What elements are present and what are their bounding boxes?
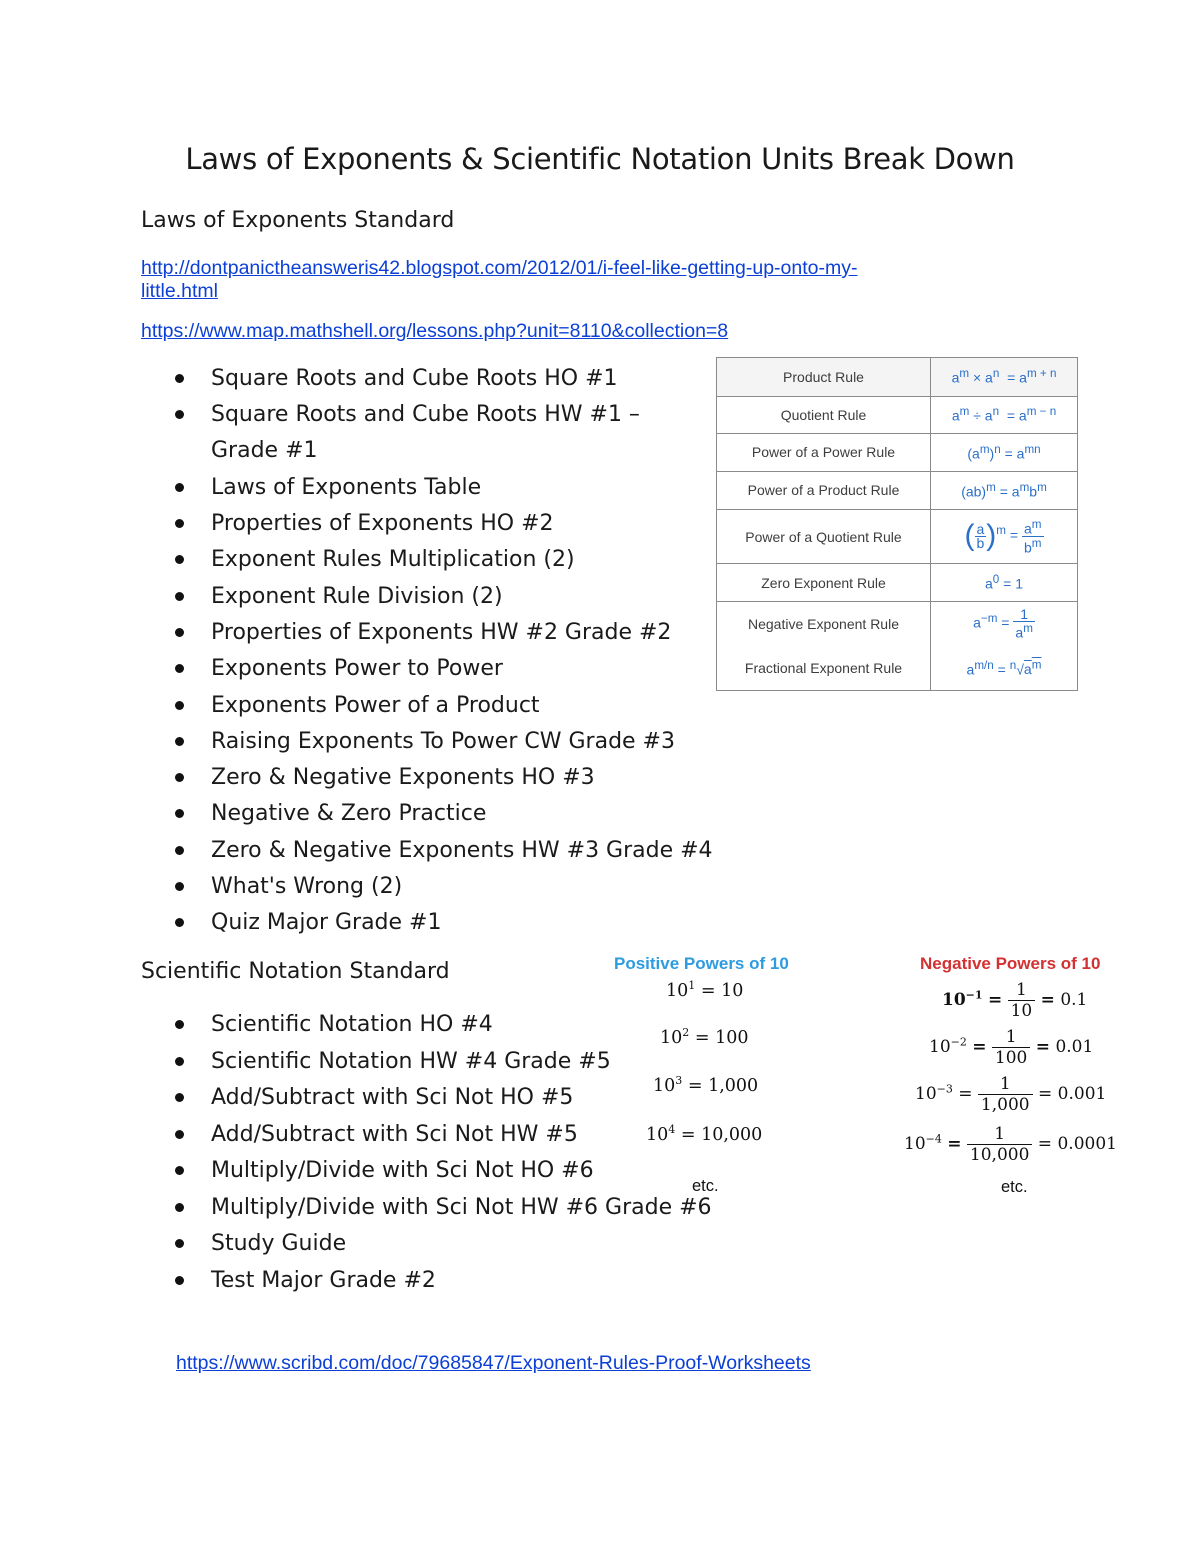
list-item: Multiply/Divide with Sci Not HW #6 Grade #6 [170,1190,712,1227]
bullet-icon [175,592,184,601]
blogspot-link-line1[interactable]: http://dontpanictheansweris42.blogspot.com/2012/01/i-feel-like-getting-up-onto-my- [141,257,858,279]
table-row [717,602,1077,646]
bullet-icon [175,1057,184,1066]
rule-formula: ( $\frac{a}{b}$ )$^m$ = $\frac{a^m}{b^m}$ [931,509,1078,563]
negative-power-eq: $10^{-1}$ = $\frac{1}{10}$ = 0.1 [942,980,1088,1021]
rule-formula: $a^m \times a^n = a^{m + n}$ [931,358,1078,396]
rule-name: Power of a Product Rule [717,471,931,509]
positive-etc: etc. [692,1177,719,1195]
negative-power-eq: $10^{-3}$ = $\frac{1}{1,000}$ = 0.001 [915,1074,1107,1115]
mathshell-link[interactable] [141,320,728,343]
table-row [717,471,1077,509]
bullet-icon [175,1203,184,1212]
rule-formula: $a^m \div a^n = a^{m - n}$ [931,396,1078,433]
list-item: Study Guide [170,1226,712,1263]
rule-name: Product Rule [717,358,931,396]
exponents-list [170,361,713,942]
list-item: Test Major Grade #2 [170,1263,712,1300]
bullet-icon [175,918,184,927]
scientific-list [170,1007,712,1299]
list-item: Zero & Negative Exponents HW #3 Grade #4 [170,833,713,869]
list-item: Raising Exponents To Power CW Grade #3 [170,724,713,760]
rule-name: Fractional Exponent Rule [717,646,931,690]
negative-etc: etc. [1001,1178,1028,1196]
positive-power-eq: $10^2 = 100$ [660,1026,749,1048]
bullet-icon [175,701,184,710]
list-item: Properties of Exponents HO #2 [170,506,713,542]
positive-power-eq: $10^1 = 10$ [666,979,744,1001]
list-item: Quiz Major Grade #1 [170,905,713,941]
bullet-icon [175,809,184,818]
bullet-icon [175,1130,184,1139]
mathshell-link-text[interactable]: https://www.map.mathshell.org/lessons.php?unit=8110&collection=8 [141,320,729,342]
bullet-icon [175,1239,184,1248]
bullet-icon [175,519,184,528]
list-item: Add/Subtract with Sci Not HO #5 [170,1080,712,1117]
rule-name: Power of a Power Rule [717,433,931,471]
bullet-icon [175,773,184,782]
section-heading-exponents: Laws of Exponents Standard [141,208,455,233]
list-item: Multiply/Divide with Sci Not HO #6 [170,1153,712,1190]
blogspot-link-line2[interactable]: little.html [141,280,218,302]
bullet-icon [175,1020,184,1029]
list-item: Square Roots and Cube Roots HO #1 [170,361,713,397]
list-item: Exponent Rules Multiplication (2) [170,542,713,578]
bullet-icon [175,483,184,492]
list-item: Laws of Exponents Table [170,470,713,506]
list-item: Properties of Exponents HW #2 Grade #2 [170,615,713,651]
list-item: Scientific Notation HW #4 Grade #5 [170,1044,712,1081]
negative-power-eq: $10^{-4}$ = $\frac{1}{10,000}$ = 0.0001 [904,1124,1117,1165]
positive-powers-heading: Positive Powers of 10 [614,954,789,973]
section-heading-scientific: Scientific Notation Standard [141,959,450,984]
table-row [717,358,1077,396]
list-item: Negative & Zero Practice [170,796,713,832]
page-title: Laws of Exponents & Scientific Notation Units Break Down [185,142,1015,176]
exponent-rules-table [716,357,1078,691]
bullet-icon [175,846,184,855]
list-item: Square Roots and Cube Roots HW #1 – Grade #1 [170,397,641,470]
list-item: Exponents Power of a Product [170,688,713,724]
rule-name: Zero Exponent Rule [717,564,931,602]
rule-formula: $a^{m/n} = ^n√a^m$ [966,658,1042,678]
positive-power-eq: $10^3 = 1,000$ [653,1074,759,1096]
list-item: Exponents Power to Power [170,651,713,687]
rule-formula: $a^0 = 1$ [931,564,1078,602]
rule-name: Power of a Quotient Rule [717,509,931,563]
bullet-icon [175,1276,184,1285]
rule-formula: $a^{-m}$ = $\frac{1}{a^m}$ [973,606,1033,641]
list-item: Add/Subtract with Sci Not HW #5 [170,1117,712,1154]
table-row [717,433,1077,471]
scribd-link[interactable]: https://www.scribd.com/doc/79685847/Exponent-Rules-Proof-Worksheets [176,1352,811,1374]
negative-powers-heading: Negative Powers of 10 [920,954,1101,973]
bullet-icon [175,882,184,891]
table-row [717,509,1077,563]
rule-formula: $(a^m)^n = a^{mn}$ [931,433,1078,471]
bullet-icon [175,664,184,673]
table-row [717,646,1077,690]
list-item: Zero & Negative Exponents HO #3 [170,760,713,796]
rule-name: Quotient Rule [717,396,931,433]
list-item: Exponent Rule Division (2) [170,579,713,615]
list-item: Scientific Notation HO #4 [170,1007,712,1044]
bullet-icon [175,737,184,746]
table-row [717,564,1077,602]
bullet-icon [175,1166,184,1175]
list-item: What's Wrong (2) [170,869,713,905]
bullet-icon [175,410,184,419]
blogspot-link[interactable] [141,257,857,303]
bullet-icon [175,555,184,564]
table-row [717,396,1077,433]
rule-formula: $(ab)^m = a^mb^m$ [931,471,1078,509]
bullet-icon [175,1093,184,1102]
bullet-icon [175,374,184,383]
rule-name: Negative Exponent Rule [717,602,931,646]
positive-power-eq: $10^4 = 10,000$ [646,1123,763,1145]
bullet-icon [175,628,184,637]
negative-power-eq: $10^{-2}$ = $\frac{1}{100}$ = 0.01 [929,1027,1094,1068]
